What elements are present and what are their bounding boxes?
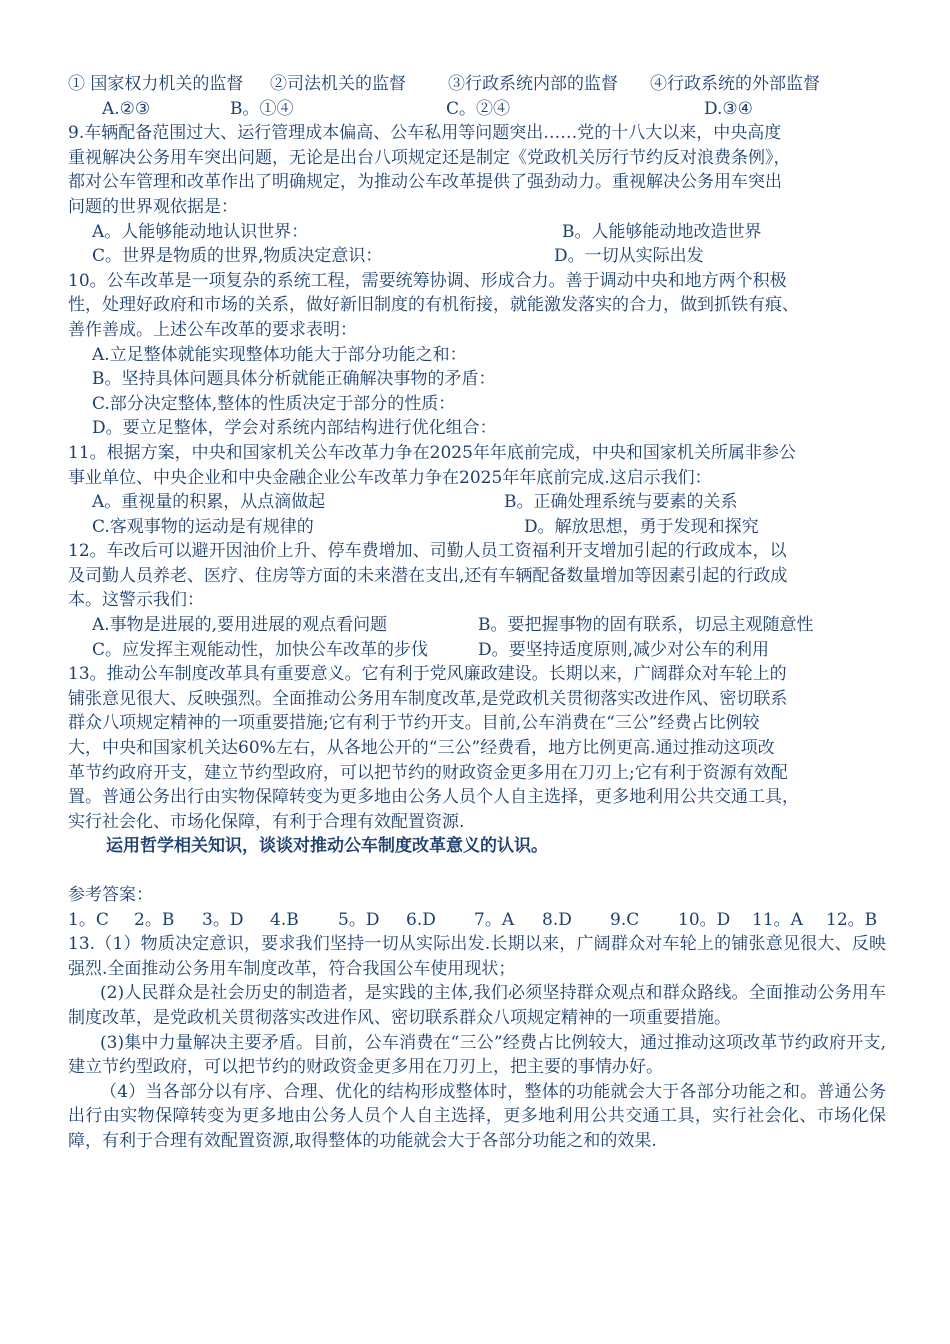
q10-option-d: D。要立足整体，学会对系统内部结构进行优化组合： (92, 418, 497, 439)
q10-stem-line-1: 10。公车改革是一项复杂的系统工程，需要统筹协调、形成合力。善于调动中央和地方两个积极 (68, 270, 787, 291)
q12-option-c: C。应发挥主观能动性，加快公车改革的步伐 (92, 639, 429, 660)
answer-13-point-1: 13.（1）物质决定意识，要求我们坚持一切从实际出发.长期以来，广阔群众对车轮上的铺张意见很大、反映强烈.全面推动公务用车制度改革，符合我国公车使用现状； (68, 934, 886, 979)
answer-choice: 12。B (826, 909, 878, 930)
answer-choice: 10。D (678, 909, 731, 930)
q10-option-c: C.部分决定整体,整体的性质决定于部分的性质： (92, 393, 456, 414)
q10-option-b: B。坚持具体问题具体分析就能正确解决事物的矛盾： (92, 369, 496, 390)
answer-13-point-4: （4）当各部分以有序、合理、优化的结构形成整体时，整体的功能就会大于各部分功能之和。普通公务出行由实物保障转变为更多地由公务人员个人自主选择，更多地利用公共交通工具，实行社会化、市场化保障，有利于合理有效配置资源,取得整体的功能就会大于各部分功能之和的效果. (68, 1081, 886, 1151)
q11-option-d: D。解放思想，勇于发现和探究 (524, 516, 759, 537)
q13-stem-line-1: 13。推动公车制度改革具有重要意义。它有利于党风廉政建设。长期以来，广阔群众对车轮上的 (68, 664, 787, 685)
q8-stem-3: ③行政系统内部的监督 (448, 74, 618, 94)
q9-options-row-1 (68, 220, 886, 245)
q9-stem-line-2: 重视解决公务用车突出问题，无论是出台八项规定还是制定《党政机关厉行节约反对浪费条例》， (68, 147, 791, 168)
q13-stem-line-3: 群众八项规定精神的一项重要措施;它有利于节约开支。目前,公车消费在“三公”经费占比例较 (68, 713, 760, 734)
q9-stem-line-4: 问题的世界观依据是： (68, 196, 238, 217)
document-page (68, 72, 886, 1154)
q9-option-d: D。一切从实际出发 (554, 246, 704, 267)
q10-option-a: A.立足整体就能实现整体功能大于部分功能之和： (92, 344, 467, 365)
q9-stem-line-3: 都对公车管理和改革作出了明确规定，为推动公车改革提供了强劲动力。重视解决公务用车突出 (68, 172, 782, 193)
q11-options-row-2 (68, 515, 886, 540)
q12-options-row-2 (68, 638, 886, 663)
q13-stem-line-6: 置。普通公务出行由实物保障转变为更多地由公务人员个人自主选择，更多地利用公共交通工具， (68, 787, 799, 808)
q11-stem-line-2: 事业单位、中央企业和中央金融企业公车改革力争在2025年年底前完成.这启示我们： (68, 467, 712, 488)
q8-option-c: C。②④ (446, 98, 511, 119)
answer-choice: 1。C (68, 909, 109, 930)
q13-prompt: 运用哲学相关知识，谈谈对推动公车制度改革意义的认识。 (106, 836, 548, 857)
q8-option-d: D.③④ (704, 98, 753, 119)
answer-choice: 11。A (752, 909, 803, 930)
answer-13-point-3: (3)集中力量解决主要矛盾。目前，公车消费在“三公”经费占比例较大，通过推动这项改革节约政府开支,建立节约型政府，可以把节约的财政资金更多用在刀刃上，把主要的事情办好。 (68, 1032, 886, 1078)
q8-stem-1: ① 国家权力机关的监督 (68, 74, 244, 94)
q11-options-row-1 (68, 490, 886, 515)
q12-option-d: D。要坚持适度原则,减少对公车的利用 (478, 639, 770, 660)
q9-option-c: C。世界是物质的世界,物质决定意识： (92, 246, 383, 267)
q10-stem-line-2: 性，处理好政府和市场的关系，做好新旧制度的有机衔接，就能激发落实的合力，做到抓铁有痕、 (68, 295, 799, 316)
answer-choice: 6.D (406, 909, 436, 930)
answer-choice: 3。D (202, 909, 244, 930)
q11-option-b: B。正确处理系统与要素的关系 (504, 492, 738, 513)
q12-stem-line-2: 及司勤人员养老、医疗、住房等方面的未来潜在支出,还有车辆配备数量增加等因素引起的行政成 (68, 565, 788, 586)
answers-choices (68, 908, 886, 933)
q11-option-c: C.客观事物的运动是有规律的 (92, 516, 314, 537)
q8-options (68, 97, 886, 122)
q8-stem-4: ④行政系统的外部监督 (650, 74, 820, 94)
answer-13-point-2: (2)人民群众是社会历史的制造者，是实践的主体,我们必须坚持群众观点和群众路线。全面推动公务用车制度改革，是党政机关贯彻落实改进作风、密切联系群众八项规定精神的一项重要措施。 (68, 983, 886, 1028)
answer-choice: 7。A (474, 909, 515, 930)
q11-option-a: A。重视量的积累，从点滴做起 (92, 492, 326, 513)
q8-option-b: B。①④ (230, 98, 294, 119)
q12-stem-line-3: 本。这警示我们： (68, 590, 204, 611)
q13-stem-line-2: 铺张意见很大、反映强烈。全面推动公务用车制度改革,是党政机关贯彻落实改进作风、密切联系 (68, 688, 788, 709)
q10-stem-line-3: 善作善成。上述公车改革的要求表明： (68, 319, 357, 340)
q12-option-b: B。要把握事物的固有联系，切忌主观随意性 (478, 615, 814, 636)
q9-option-a: A。人能够能动地认识世界： (92, 221, 309, 242)
q12-options-row-1 (68, 613, 886, 638)
q11-stem-line-1: 11。根据方案，中央和国家机关公车改革力争在2025年年底前完成，中央和国家机关所属非参公 (68, 442, 796, 463)
q8-option-a: A.②③ (102, 98, 151, 119)
q8-stem-2: ②司法机关的监督 (270, 74, 406, 94)
q13-stem-line-5: 革节约政府开支，建立节约型政府，可以把节约的财政资金更多用在刀刃上;它有利于资源有效配 (68, 762, 788, 783)
answer-choice: 4.B (270, 909, 299, 930)
q9-option-b: B。人能够能动地改造世界 (562, 221, 762, 242)
q13-stem-line-7: 实行社会化、市场化保障，有利于合理有效配置资源. (68, 811, 465, 832)
answer-choice: 8.D (542, 909, 572, 930)
answer-choice: 9.C (610, 909, 640, 930)
answer-choice: 2。B (134, 909, 175, 930)
q13-stem-line-4: 大，中央和国家机关达60%左右，从各地公开的“三公”经费看，地方比例更高.通过推动这项改 (68, 738, 775, 759)
q9-options-row-2 (68, 244, 886, 269)
q12-option-a: A.事物是进展的,要用进展的观点看问题 (92, 615, 388, 636)
section-spacer (68, 859, 886, 883)
q9-stem-line-1: 9.车辆配备范围过大、运行管理成本偏高、公车私用等问题突出……党的十八大以来，中央高度 (68, 123, 782, 144)
q8-stems (68, 72, 886, 97)
answer-choice: 5。D (338, 909, 380, 930)
q12-stem-line-1: 12。车改后可以避开因油价上升、停车费增加、司勤人员工资福利开支增加引起的行政成本，以 (68, 541, 787, 562)
answers-heading: 参考答案： (68, 885, 153, 905)
